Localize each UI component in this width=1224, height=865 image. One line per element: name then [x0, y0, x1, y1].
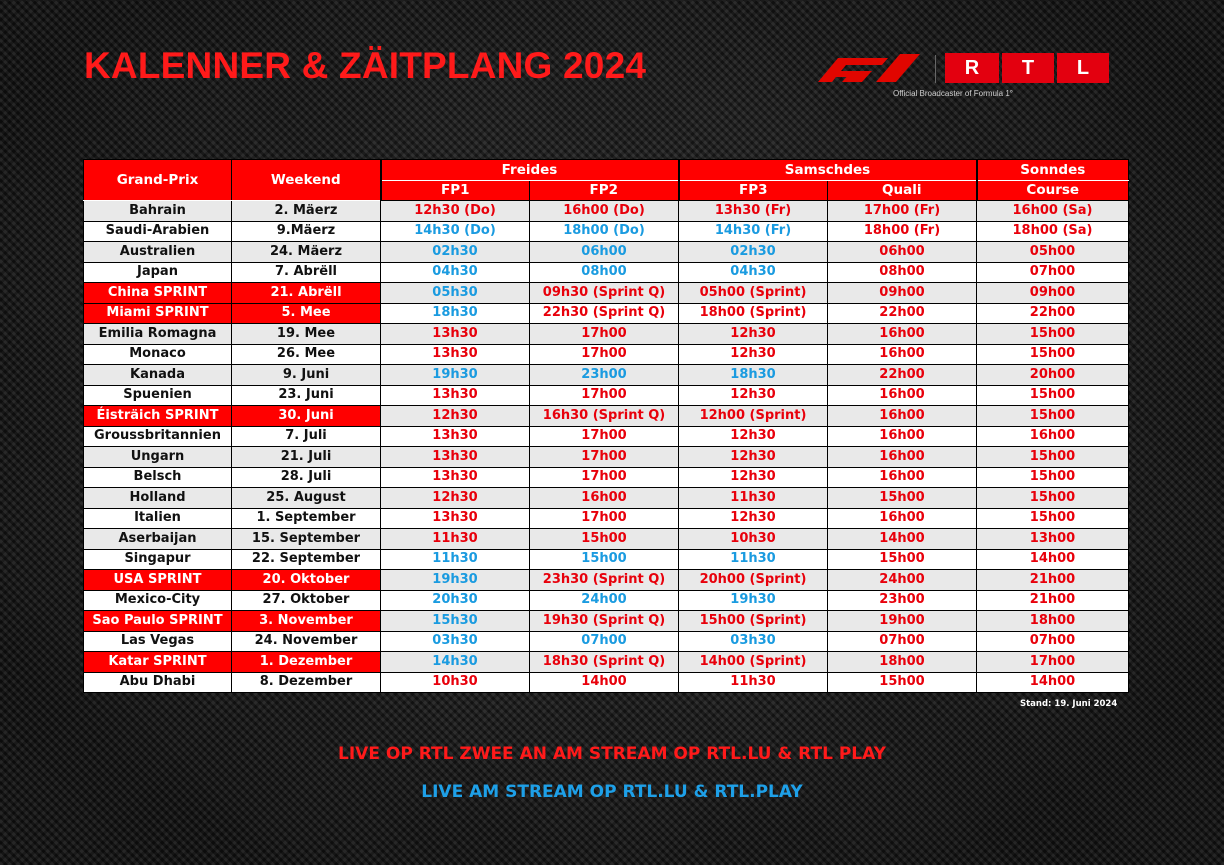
table-row: [84, 611, 1129, 632]
grand-prix-cell: Kanada: [84, 365, 232, 386]
fp2-cell: 17h00: [530, 447, 679, 468]
fp1-cell: 11h30: [381, 529, 530, 550]
fp2-cell: 23h30 (Sprint Q): [530, 570, 679, 591]
fp1-cell: 04h30: [381, 262, 530, 283]
course-cell: 15h00: [977, 508, 1129, 529]
header-fp2: FP2: [530, 180, 679, 201]
course-cell: 17h00: [977, 652, 1129, 673]
course-cell: 15h00: [977, 385, 1129, 406]
fp2-cell: 23h00: [530, 365, 679, 386]
grand-prix-cell: Aserbaijan: [84, 529, 232, 550]
grand-prix-cell: Abu Dhabi: [84, 672, 232, 693]
fp3-cell: 15h00 (Sprint): [679, 611, 828, 632]
fp2-cell: 06h00: [530, 242, 679, 263]
fp1-cell: 13h30: [381, 447, 530, 468]
course-cell: 15h00: [977, 447, 1129, 468]
weekend-cell: 1. Dezember: [232, 652, 381, 673]
rtl-letter-t: T: [1002, 53, 1054, 83]
grand-prix-cell: Spuenien: [84, 385, 232, 406]
fp1-cell: 05h30: [381, 283, 530, 304]
fp3-cell: 20h00 (Sprint): [679, 570, 828, 591]
fp2-cell: 17h00: [530, 324, 679, 345]
course-cell: 09h00: [977, 283, 1129, 304]
fp3-cell: 12h30: [679, 467, 828, 488]
table-row: [84, 283, 1129, 304]
fp3-cell: 04h30: [679, 262, 828, 283]
weekend-cell: 23. Juni: [232, 385, 381, 406]
table-row: [84, 324, 1129, 345]
weekend-cell: 3. November: [232, 611, 381, 632]
fp3-cell: 05h00 (Sprint): [679, 283, 828, 304]
fp3-cell: 13h30 (Fr): [679, 201, 828, 222]
fp2-cell: 15h00: [530, 549, 679, 570]
schedule-table: [83, 159, 1129, 693]
fp3-cell: 12h30: [679, 385, 828, 406]
rtl-letter-r: R: [945, 53, 999, 83]
quali-cell: 22h00: [828, 365, 977, 386]
table-row: [84, 262, 1129, 283]
rtl-logo: [945, 53, 1109, 83]
quali-cell: 16h00: [828, 385, 977, 406]
course-cell: 16h00 (Sa): [977, 201, 1129, 222]
fp2-cell: 19h30 (Sprint Q): [530, 611, 679, 632]
stand-date: Stand: 19. Juni 2024: [1020, 699, 1118, 709]
weekend-cell: 2. Mäerz: [232, 201, 381, 222]
weekend-cell: 20. Oktober: [232, 570, 381, 591]
table-row: [84, 570, 1129, 591]
course-cell: 18h00: [977, 611, 1129, 632]
quali-cell: 16h00: [828, 344, 977, 365]
fp1-cell: 13h30: [381, 467, 530, 488]
course-cell: 20h00: [977, 365, 1129, 386]
fp2-cell: 17h00: [530, 467, 679, 488]
header-quali: Quali: [828, 180, 977, 201]
live-stream-notice: LIVE AM STREAM OP RTL.LU & RTL.PLAY: [421, 782, 803, 802]
header-grand-prix: Grand-Prix: [84, 160, 232, 201]
grand-prix-cell: Singapur: [84, 549, 232, 570]
quali-cell: 16h00: [828, 406, 977, 427]
course-cell: 15h00: [977, 324, 1129, 345]
weekend-cell: 27. Oktober: [232, 590, 381, 611]
table-row: [84, 426, 1129, 447]
grand-prix-cell: Belsch: [84, 467, 232, 488]
weekend-cell: 21. Abrëll: [232, 283, 381, 304]
table-row: [84, 447, 1129, 468]
fp2-cell: 17h00: [530, 385, 679, 406]
course-cell: 05h00: [977, 242, 1129, 263]
fp2-cell: 16h30 (Sprint Q): [530, 406, 679, 427]
table-row: [84, 529, 1129, 550]
table-row: [84, 652, 1129, 673]
quali-cell: 16h00: [828, 447, 977, 468]
quali-cell: 18h00: [828, 652, 977, 673]
quali-cell: 19h00: [828, 611, 977, 632]
table-row: [84, 549, 1129, 570]
table-row: [84, 365, 1129, 386]
quali-cell: 16h00: [828, 467, 977, 488]
header-weekend: Weekend: [232, 160, 381, 201]
fp2-cell: 22h30 (Sprint Q): [530, 303, 679, 324]
grand-prix-cell: Sao Paulo SPRINT: [84, 611, 232, 632]
fp3-cell: 11h30: [679, 672, 828, 693]
table-row: [84, 242, 1129, 263]
grand-prix-cell: Bahrain: [84, 201, 232, 222]
fp3-cell: 12h30: [679, 324, 828, 345]
fp3-cell: 12h30: [679, 344, 828, 365]
fp3-cell: 11h30: [679, 488, 828, 509]
fp1-cell: 14h30 (Do): [381, 221, 530, 242]
weekend-cell: 22. September: [232, 549, 381, 570]
weekend-cell: 26. Mee: [232, 344, 381, 365]
fp1-cell: 19h30: [381, 570, 530, 591]
fp1-cell: 13h30: [381, 426, 530, 447]
fp1-cell: 11h30: [381, 549, 530, 570]
grand-prix-cell: Katar SPRINT: [84, 652, 232, 673]
quali-cell: 23h00: [828, 590, 977, 611]
grand-prix-cell: Miami SPRINT: [84, 303, 232, 324]
table-row: [84, 201, 1129, 222]
weekend-cell: 5. Mee: [232, 303, 381, 324]
fp1-cell: 02h30: [381, 242, 530, 263]
fp1-cell: 12h30: [381, 406, 530, 427]
fp1-cell: 15h30: [381, 611, 530, 632]
schedule-body: [84, 201, 1129, 693]
course-cell: 14h00: [977, 549, 1129, 570]
course-cell: 15h00: [977, 467, 1129, 488]
quali-cell: 14h00: [828, 529, 977, 550]
fp1-cell: 13h30: [381, 344, 530, 365]
official-broadcaster-tagline: Official Broadcaster of Formula 1°: [893, 89, 1013, 98]
table-row: [84, 221, 1129, 242]
grand-prix-cell: Mexico-City: [84, 590, 232, 611]
grand-prix-cell: China SPRINT: [84, 283, 232, 304]
course-cell: 15h00: [977, 406, 1129, 427]
course-cell: 16h00: [977, 426, 1129, 447]
weekend-cell: 30. Juni: [232, 406, 381, 427]
fp3-cell: 14h30 (Fr): [679, 221, 828, 242]
quali-cell: 06h00: [828, 242, 977, 263]
grand-prix-cell: Ungarn: [84, 447, 232, 468]
course-cell: 21h00: [977, 590, 1129, 611]
fp1-cell: 03h30: [381, 631, 530, 652]
header-fp3: FP3: [679, 180, 828, 201]
fp1-cell: 13h30: [381, 324, 530, 345]
grand-prix-cell: Saudi-Arabien: [84, 221, 232, 242]
course-cell: 15h00: [977, 344, 1129, 365]
weekend-cell: 9.Mäerz: [232, 221, 381, 242]
course-cell: 15h00: [977, 488, 1129, 509]
fp3-cell: 12h30: [679, 447, 828, 468]
header-samschdes: Samschdes: [679, 160, 977, 181]
grand-prix-cell: Groussbritannien: [84, 426, 232, 447]
fp2-cell: 18h30 (Sprint Q): [530, 652, 679, 673]
fp3-cell: 14h00 (Sprint): [679, 652, 828, 673]
grand-prix-cell: Éisträich SPRINT: [84, 406, 232, 427]
table-row: [84, 344, 1129, 365]
header-sonndes: Sonndes: [977, 160, 1129, 181]
fp3-cell: 18h00 (Sprint): [679, 303, 828, 324]
table-row: [84, 385, 1129, 406]
f1-logo-icon: [808, 52, 928, 84]
quali-cell: 16h00: [828, 324, 977, 345]
fp3-cell: 12h30: [679, 508, 828, 529]
live-tv-notice: LIVE OP RTL ZWEE AN AM STREAM OP RTL.LU & RTL PLAY: [338, 744, 886, 764]
fp3-cell: 18h30: [679, 365, 828, 386]
header-freides: Freides: [381, 160, 679, 181]
weekend-cell: 8. Dezember: [232, 672, 381, 693]
grand-prix-cell: Australien: [84, 242, 232, 263]
grand-prix-cell: Monaco: [84, 344, 232, 365]
fp3-cell: 19h30: [679, 590, 828, 611]
quali-cell: 24h00: [828, 570, 977, 591]
fp1-cell: 19h30: [381, 365, 530, 386]
fp3-cell: 03h30: [679, 631, 828, 652]
fp2-cell: 07h00: [530, 631, 679, 652]
quali-cell: 16h00: [828, 508, 977, 529]
fp2-cell: 24h00: [530, 590, 679, 611]
course-cell: 18h00 (Sa): [977, 221, 1129, 242]
fp1-cell: 18h30: [381, 303, 530, 324]
grand-prix-cell: USA SPRINT: [84, 570, 232, 591]
grand-prix-cell: Italien: [84, 508, 232, 529]
quali-cell: 15h00: [828, 488, 977, 509]
quali-cell: 08h00: [828, 262, 977, 283]
course-cell: 13h00: [977, 529, 1129, 550]
quali-cell: 09h00: [828, 283, 977, 304]
header-course: Course: [977, 180, 1129, 201]
weekend-cell: 21. Juli: [232, 447, 381, 468]
fp3-cell: 12h00 (Sprint): [679, 406, 828, 427]
fp2-cell: 17h00: [530, 508, 679, 529]
fp2-cell: 09h30 (Sprint Q): [530, 283, 679, 304]
course-cell: 07h00: [977, 631, 1129, 652]
fp3-cell: 11h30: [679, 549, 828, 570]
table-row: [84, 590, 1129, 611]
fp3-cell: 02h30: [679, 242, 828, 263]
table-row: [84, 508, 1129, 529]
quali-cell: 07h00: [828, 631, 977, 652]
fp2-cell: 17h00: [530, 344, 679, 365]
table-row: [84, 467, 1129, 488]
table-row: [84, 672, 1129, 693]
quali-cell: 18h00 (Fr): [828, 221, 977, 242]
course-cell: 07h00: [977, 262, 1129, 283]
quali-cell: 15h00: [828, 549, 977, 570]
quali-cell: 16h00: [828, 426, 977, 447]
weekend-cell: 28. Juli: [232, 467, 381, 488]
weekend-cell: 1. September: [232, 508, 381, 529]
table-group-header-row: [84, 160, 1129, 181]
fp2-cell: 16h00: [530, 488, 679, 509]
quali-cell: 15h00: [828, 672, 977, 693]
fp2-cell: 16h00 (Do): [530, 201, 679, 222]
grand-prix-cell: Emilia Romagna: [84, 324, 232, 345]
fp1-cell: 13h30: [381, 508, 530, 529]
table-row: [84, 303, 1129, 324]
weekend-cell: 24. November: [232, 631, 381, 652]
fp1-cell: 14h30: [381, 652, 530, 673]
fp3-cell: 12h30: [679, 426, 828, 447]
fp1-cell: 12h30 (Do): [381, 201, 530, 222]
weekend-cell: 9. Juni: [232, 365, 381, 386]
fp1-cell: 20h30: [381, 590, 530, 611]
course-cell: 21h00: [977, 570, 1129, 591]
quali-cell: 17h00 (Fr): [828, 201, 977, 222]
table-row: [84, 631, 1129, 652]
quali-cell: 22h00: [828, 303, 977, 324]
fp2-cell: 18h00 (Do): [530, 221, 679, 242]
fp1-cell: 12h30: [381, 488, 530, 509]
course-cell: 22h00: [977, 303, 1129, 324]
header-fp1: FP1: [381, 180, 530, 201]
weekend-cell: 24. Mäerz: [232, 242, 381, 263]
grand-prix-cell: Holland: [84, 488, 232, 509]
weekend-cell: 7. Abrëll: [232, 262, 381, 283]
weekend-cell: 15. September: [232, 529, 381, 550]
page-title: KALENNER & ZÄITPLANG 2024: [84, 45, 647, 86]
fp3-cell: 10h30: [679, 529, 828, 550]
weekend-cell: 19. Mee: [232, 324, 381, 345]
logo-divider: [935, 55, 936, 83]
fp1-cell: 10h30: [381, 672, 530, 693]
course-cell: 14h00: [977, 672, 1129, 693]
weekend-cell: 25. August: [232, 488, 381, 509]
fp1-cell: 13h30: [381, 385, 530, 406]
fp2-cell: 17h00: [530, 426, 679, 447]
table-row: [84, 406, 1129, 427]
fp2-cell: 08h00: [530, 262, 679, 283]
grand-prix-cell: Japan: [84, 262, 232, 283]
fp2-cell: 15h00: [530, 529, 679, 550]
rtl-letter-l: L: [1057, 53, 1109, 83]
fp2-cell: 14h00: [530, 672, 679, 693]
grand-prix-cell: Las Vegas: [84, 631, 232, 652]
weekend-cell: 7. Juli: [232, 426, 381, 447]
table-row: [84, 488, 1129, 509]
